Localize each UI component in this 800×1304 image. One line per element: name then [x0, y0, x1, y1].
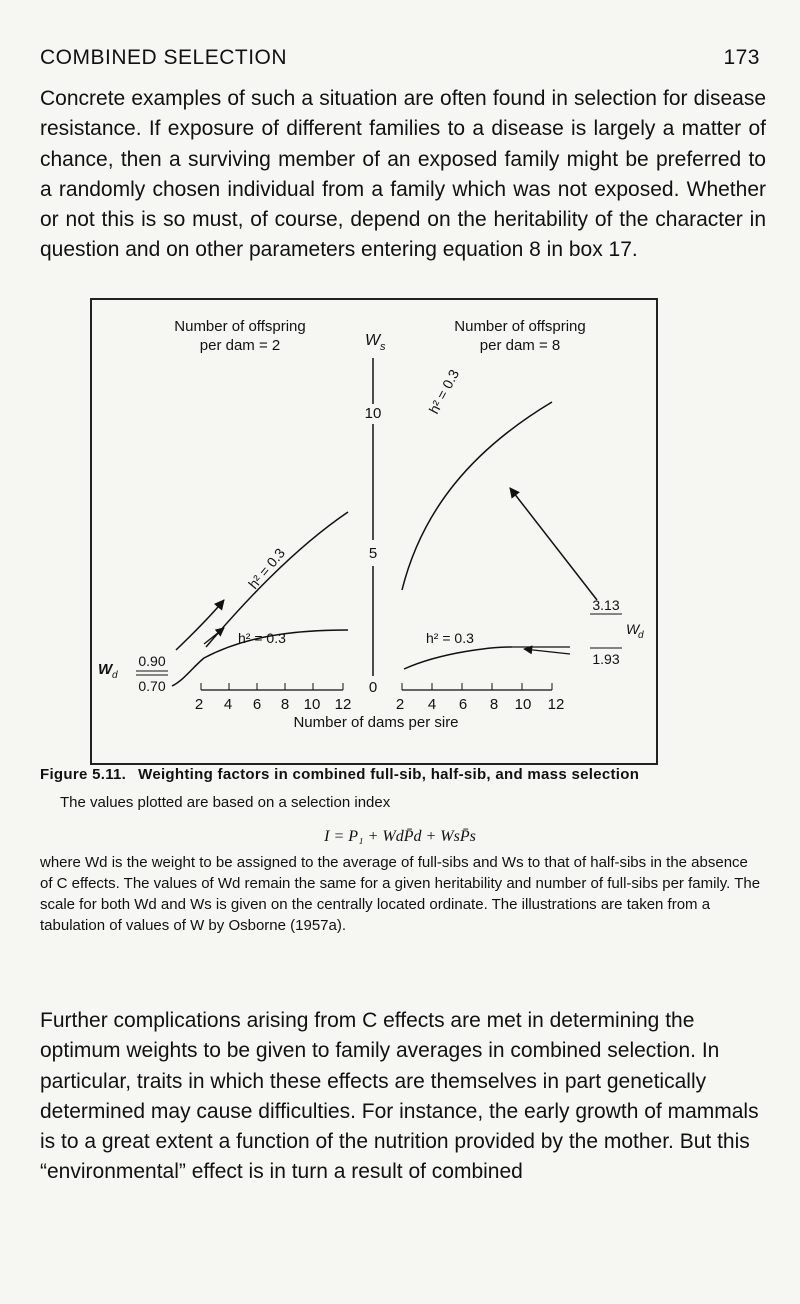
ws-axis-subscript: s [380, 341, 386, 353]
right-x-tick-6: 6 [458, 696, 468, 713]
body-paragraph-1 [40, 84, 766, 266]
left-x-tick-12: 12 [334, 696, 352, 713]
page-number: 173 [723, 46, 760, 69]
figure-caption-intro: The values plotted are based on a selection index [60, 794, 391, 811]
paragraph-text: Concrete examples of such a situation are often found in selection for disease resistance. If exposure of different families to a disease is largely a matter of chance, then a surviving member of an exposed family might be preferred to a randomly chosen individual from a family which was not exposed. Whether or not this is so must, of course, depend on the heritability of the character in question and on other parameters entering equation 8 in box 17. [40, 87, 766, 262]
right-panel-title-1: Number of offspring [454, 318, 586, 335]
right-x-tick-8: 8 [489, 696, 499, 713]
left-panel-title-1: Number of offspring [174, 318, 306, 335]
left-x-tick-6: 6 [252, 696, 262, 713]
right-panel-title-2: per dam = 8 [479, 337, 561, 354]
right-wd-curve [404, 647, 512, 669]
right-x-tick-2: 2 [395, 696, 405, 713]
left-h2-rotated-label: h² = 0.3 [245, 544, 289, 592]
right-wd-arrow [524, 649, 570, 654]
right-wd-label: W [626, 621, 640, 637]
left-x-axis [201, 683, 343, 690]
selection-index-equation: I = P₁ + WdP̄d + WsP̄s [324, 828, 476, 845]
left-wd-value-070: 0.70 [138, 678, 166, 694]
right-wd-subscript: d [638, 630, 644, 641]
left-x-tick-8: 8 [280, 696, 290, 713]
right-h2-label: h² = 0.3 [426, 630, 474, 646]
right-ws-arrow [510, 488, 597, 600]
right-h2-rotated-label: h² = 0.3 [425, 366, 463, 417]
right-ws-curve [402, 402, 552, 590]
left-ws-low-arrow [176, 600, 224, 650]
left-x-tick-10: 10 [303, 696, 321, 713]
running-head [40, 46, 760, 70]
body-paragraph-2 [40, 1006, 766, 1188]
right-wd-value-193: 1.93 [592, 651, 620, 667]
figure-title: Weighting factors in combined full-sib, half-sib, and mass selection [138, 766, 640, 783]
right-x-tick-12: 12 [547, 696, 565, 713]
ws-tick-5: 5 [368, 545, 378, 562]
left-wd-value-090: 0.90 [138, 653, 166, 669]
x-axis-label: Number of dams per sire [293, 714, 459, 731]
figure-caption-body: where Wd is the weight to be assigned to the average of full-sibs and Ws to that of half-sibs in the absence of C effects. The values of Wd remain the same for a given heritability and number of full-sibs per family. The scale for both Wd and Ws is given on the centrally located ordinate. The illustrations are taken from a tabulation of values of W by Osborne (1957a). [40, 854, 761, 934]
right-wd-value-313: 3.13 [592, 597, 620, 613]
left-wd-subscript: d [112, 670, 118, 681]
right-x-axis [402, 683, 552, 690]
left-ws-curve [206, 512, 348, 647]
paragraph-text: Further complications arising from C effects are met in determining the optimum weights to be given to family averages in combined selection. In particular, traits in which these effects are themselves in part genetically determined may cause difficulties. For instance, the early growth of mammals is to a great extent a function of the nutrition provided by the mother. But this “environmental” effect is in turn a result of combined [40, 1009, 759, 1184]
left-h2-label: h² = 0.3 [238, 630, 286, 646]
left-x-tick-2: 2 [194, 696, 204, 713]
ws-axis-label: W [365, 332, 381, 349]
figure-diagram [92, 300, 660, 767]
section-title: COMBINED SELECTION [40, 46, 288, 69]
right-x-tick-10: 10 [514, 696, 532, 713]
left-panel-title-2: per dam = 2 [199, 337, 281, 354]
figure-caption-title [40, 764, 764, 785]
ws-tick-0: 0 [368, 679, 378, 696]
figure-number: Figure 5.11. [40, 766, 127, 783]
ws-tick-10: 10 [364, 405, 382, 422]
right-x-tick-4: 4 [427, 696, 437, 713]
left-x-tick-4: 4 [223, 696, 233, 713]
left-wd-label: W [98, 661, 113, 678]
figure-5-11 [90, 298, 658, 765]
